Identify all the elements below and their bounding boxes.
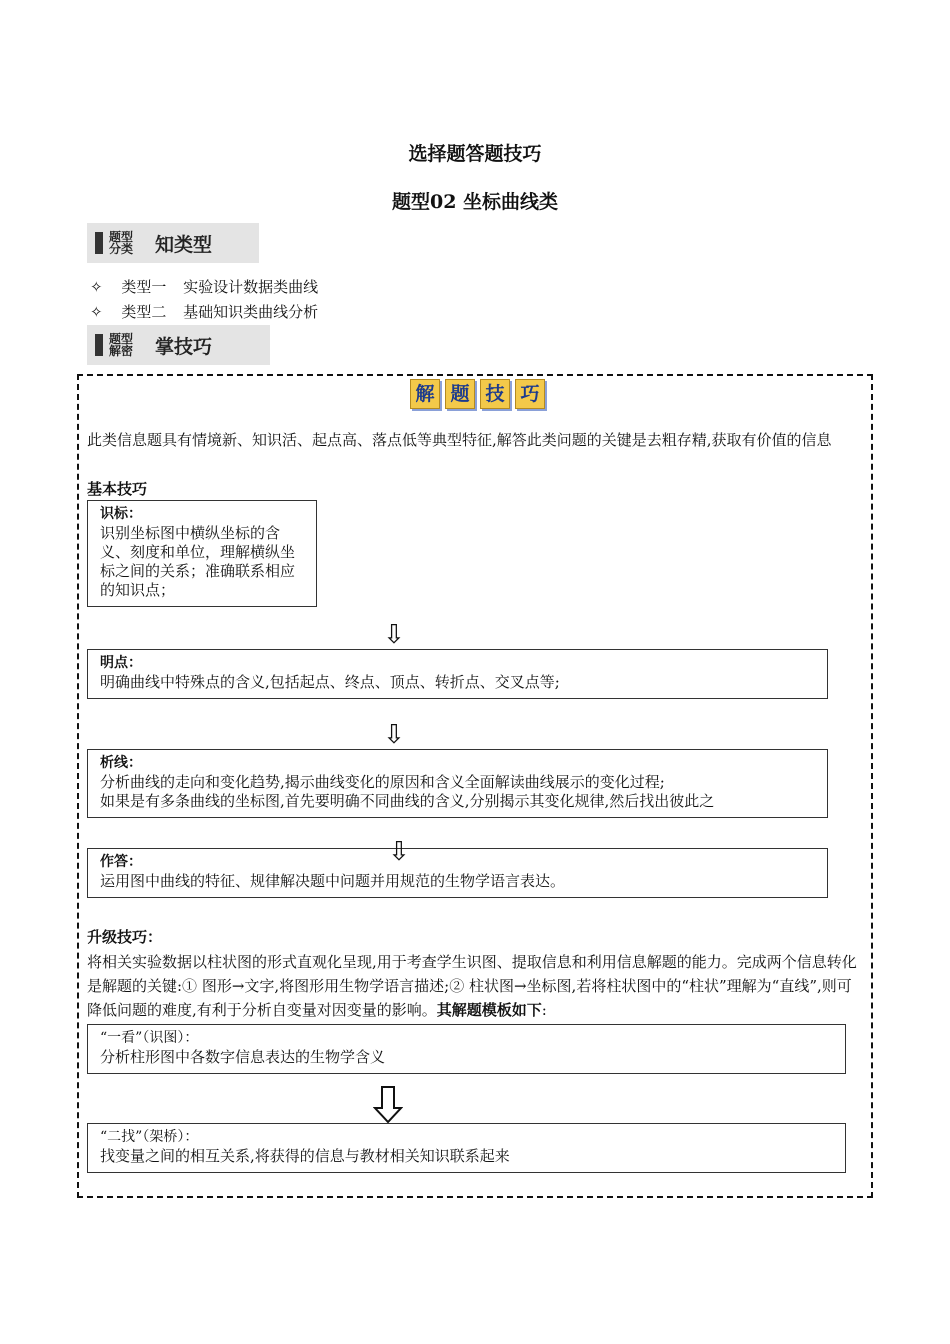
sparkle-bullet-icon: ✧ bbox=[90, 303, 103, 321]
banner-big-label: 知类型 bbox=[155, 233, 213, 256]
step-heading: 识标： bbox=[100, 506, 142, 522]
step-body-line: 分析曲线的走向和变化趋势,揭示曲线变化的原因和含义全面解读曲线展示的变化过程; bbox=[100, 773, 665, 791]
page-subtitle: 题型02 坐标曲线类 bbox=[391, 191, 559, 213]
tile-char: 解 bbox=[410, 379, 440, 409]
template-heading: “一看”（识图）： bbox=[100, 1030, 199, 1046]
tips-heading bbox=[410, 379, 545, 409]
down-arrow-icon: ⇩ bbox=[383, 720, 405, 750]
section-banner-tips bbox=[87, 325, 270, 365]
template-heading: “二找”（架桥）： bbox=[100, 1129, 199, 1145]
bar-icon bbox=[95, 334, 103, 356]
step-box-lines bbox=[87, 749, 828, 818]
step-box-identify bbox=[87, 500, 317, 607]
banner-small-label: 题型解密 bbox=[109, 332, 134, 358]
upgrade-heading: 升级技巧： bbox=[87, 928, 163, 946]
template-box-find bbox=[87, 1123, 846, 1173]
step-box-points bbox=[87, 649, 828, 699]
template-box-look bbox=[87, 1024, 846, 1074]
template-body: 找变量之间的相互关系,将获得的信息与教材相关知识联系起来 bbox=[100, 1147, 510, 1165]
step-body: 识别坐标图中横纵坐标的含义、刻度和单位，理解横纵坐标之间的关系；准确联系相应的知识点； bbox=[100, 524, 296, 599]
tile-char: 技 bbox=[480, 379, 510, 409]
down-arrow-icon bbox=[373, 1086, 403, 1128]
template-body: 分析柱形图中各数字信息表达的生物学含义 bbox=[100, 1048, 386, 1066]
tile-char: 题 bbox=[445, 379, 475, 409]
upgrade-bold: 其解题模板如下 bbox=[436, 1001, 542, 1019]
page-title: 选择题答题技巧 bbox=[408, 143, 542, 165]
step-body: 运用图中曲线的特征、规律解决题中问题并用规范的生物学语言表达。 bbox=[100, 872, 566, 890]
banner-big-label: 掌技巧 bbox=[155, 335, 213, 358]
type-label: 类型一 bbox=[121, 278, 167, 296]
section-banner-types bbox=[87, 223, 259, 263]
step-body: 明确曲线中特殊点的含义,包括起点、终点、顶点、转折点、交叉点等; bbox=[100, 673, 560, 691]
list-item bbox=[90, 276, 318, 297]
upgrade-paragraph bbox=[87, 950, 865, 1022]
step-heading: 作答： bbox=[100, 854, 142, 870]
bar-icon bbox=[95, 232, 103, 254]
type-text: 基础知识类曲线分析 bbox=[183, 303, 319, 321]
tile-char: 巧 bbox=[515, 379, 545, 409]
down-arrow-icon: ⇩ bbox=[383, 620, 405, 650]
type-text: 实验设计数据类曲线 bbox=[183, 278, 319, 296]
step-heading: 明点： bbox=[100, 655, 142, 671]
sparkle-bullet-icon: ✧ bbox=[90, 278, 103, 296]
down-arrow-icon: ⇩ bbox=[388, 837, 410, 867]
upgrade-tail: : bbox=[541, 1001, 547, 1019]
step-body-line: 如果是有多条曲线的坐标图,首先要明确不同曲线的含义,分别揭示其变化规律,然后找出彼此之 bbox=[100, 792, 715, 810]
type-label: 类型二 bbox=[121, 303, 167, 321]
banner-small-label: 题型分类 bbox=[109, 230, 134, 256]
basic-heading: 基本技巧 bbox=[87, 480, 148, 498]
upgrade-text: 将相关实验数据以柱状图的形式直观化呈现,用于考查学生识图、提取信息和利用信息解题的能力。完成两个信息转化是解题的关键:① 图形→文字,将图形用生物学语言描述;② 柱状图→坐标图,若将柱状图中的“柱状”理解为“直线”,则可降低问题的难度,有利于分析自变量对因变量的影响。 bbox=[87, 953, 857, 1019]
step-box-answer bbox=[87, 848, 828, 898]
step-heading: 析线： bbox=[100, 755, 142, 771]
intro-paragraph: 此类信息题具有情境新、知识活、起点高、落点低等典型特征,解答此类问题的关键是去粗存精,获取有价值的信息 bbox=[87, 431, 832, 449]
list-item bbox=[90, 301, 318, 322]
